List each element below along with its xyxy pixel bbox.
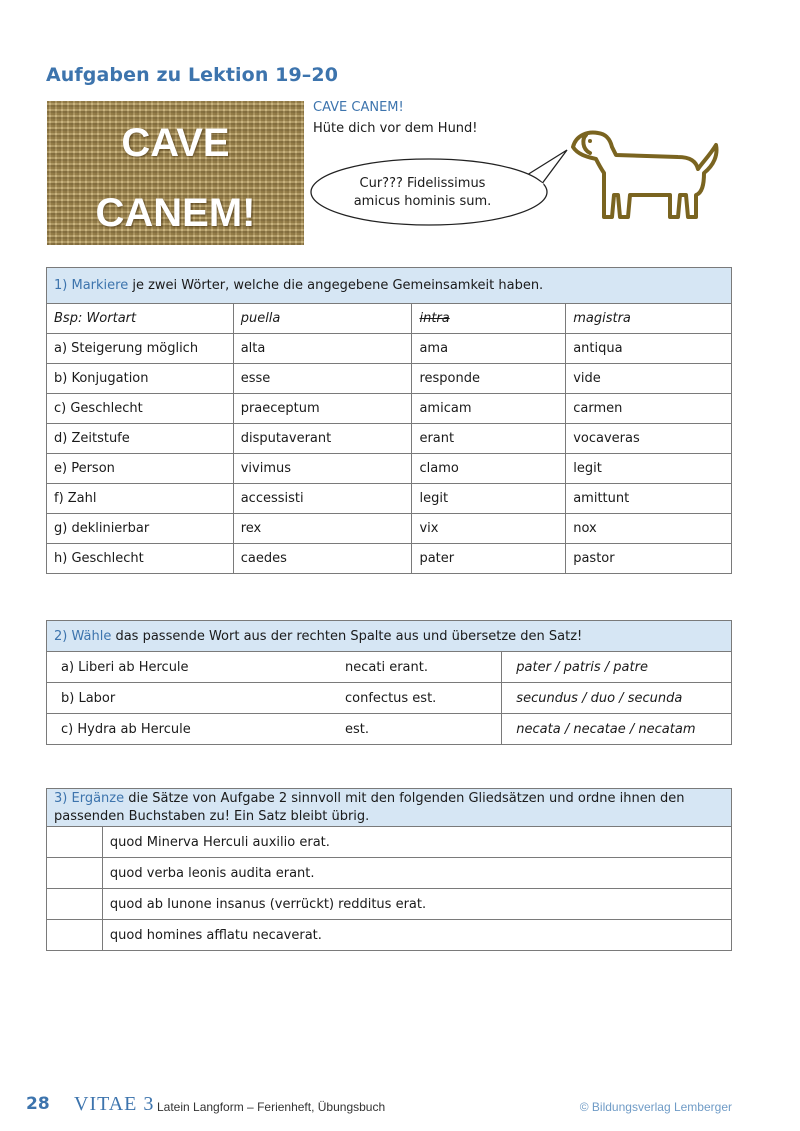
table-row xyxy=(47,544,732,574)
word-options[interactable]: secundus / duo / secunda xyxy=(502,683,732,714)
sentence-end: est. xyxy=(338,714,502,745)
task3-verb: Ergänze xyxy=(71,790,125,806)
table-row xyxy=(47,364,732,394)
task3-instruction-2: passenden Buchstaben zu! Ein Satz bleibt übrig. xyxy=(54,808,370,824)
row-label: c) Geschlecht xyxy=(47,394,234,424)
cave-canem-image xyxy=(47,101,304,245)
word-cell[interactable]: praeceptum xyxy=(233,394,412,424)
word-cell[interactable]: amicam xyxy=(412,394,566,424)
word-cell[interactable]: accessisti xyxy=(233,484,412,514)
row-label: a) Steigerung möglich xyxy=(47,334,234,364)
word-cell[interactable]: esse xyxy=(233,364,412,394)
dog-icon xyxy=(568,125,728,225)
clause-text: quod Minerva Herculi auxilio erat. xyxy=(102,827,731,858)
word-cell[interactable]: vivimus xyxy=(233,454,412,484)
word-cell[interactable]: responde xyxy=(412,364,566,394)
table-row xyxy=(47,652,732,683)
task1-number: 1) xyxy=(54,278,68,293)
task1-instruction: je zwei Wörter, welche die angegebene Gemeinsamkeit haben. xyxy=(128,278,544,293)
task2-number: 2) xyxy=(54,628,68,644)
letter-input-cell[interactable] xyxy=(47,858,103,889)
bubble-text xyxy=(320,175,525,211)
table-row xyxy=(47,304,732,334)
table-row xyxy=(47,454,732,484)
row-label: d) Zeitstufe xyxy=(47,424,234,454)
word-cell[interactable]: rex xyxy=(233,514,412,544)
word-cell[interactable]: disputaverant xyxy=(233,424,412,454)
word-cell[interactable]: clamo xyxy=(412,454,566,484)
image-text-cave: CAVE xyxy=(121,121,230,165)
row-label: b) Konjugation xyxy=(47,364,234,394)
example-label: Bsp: Wortart xyxy=(47,304,234,334)
word-cell[interactable]: vide xyxy=(566,364,732,394)
task2-table xyxy=(46,620,732,745)
word-cell[interactable]: nox xyxy=(566,514,732,544)
example-word-crossed: intra xyxy=(412,304,566,334)
task3-header xyxy=(47,789,732,827)
example-word: magistra xyxy=(566,304,732,334)
word-cell[interactable]: legit xyxy=(412,484,566,514)
sentence-start: a) Liberi ab Hercule xyxy=(47,652,339,683)
row-label: f) Zahl xyxy=(47,484,234,514)
page-title: Aufgaben zu Lektion 19–20 xyxy=(46,64,339,86)
word-cell[interactable]: pater xyxy=(412,544,566,574)
bubble-line-1: Cur??? Fidelissimus xyxy=(359,176,486,191)
page-number: 28 xyxy=(26,1094,50,1114)
word-cell[interactable]: amittunt xyxy=(566,484,732,514)
word-cell[interactable]: erant xyxy=(412,424,566,454)
task3-instruction-1: die Sätze von Aufgabe 2 sinnvoll mit den folgenden Gliedsätzen und ordne ihnen den xyxy=(124,790,685,806)
brand-logo: VITAE 3 xyxy=(74,1093,155,1115)
sentence-start: b) Labor xyxy=(47,683,339,714)
table-row xyxy=(47,484,732,514)
copyright: © Bildungsverlag Lemberger xyxy=(579,1100,732,1114)
word-cell[interactable]: ama xyxy=(412,334,566,364)
clause-text: quod ab Iunone insanus (verrückt) redditus erat. xyxy=(102,889,731,920)
table-row xyxy=(47,714,732,745)
task2-verb: Wähle xyxy=(71,628,112,644)
task1-header xyxy=(47,268,732,304)
word-cell[interactable]: vocaveras xyxy=(566,424,732,454)
word-cell[interactable]: antiqua xyxy=(566,334,732,364)
word-cell[interactable]: alta xyxy=(233,334,412,364)
table-row xyxy=(47,920,732,951)
table-row xyxy=(47,858,732,889)
table-row xyxy=(47,394,732,424)
letter-input-cell[interactable] xyxy=(47,889,103,920)
sentence-start: c) Hydra ab Hercule xyxy=(47,714,339,745)
sentence-end: confectus est. xyxy=(338,683,502,714)
task2-header xyxy=(47,621,732,652)
word-options[interactable]: necata / necatae / necatam xyxy=(502,714,732,745)
row-label: h) Geschlecht xyxy=(47,544,234,574)
word-cell[interactable]: carmen xyxy=(566,394,732,424)
task1-table xyxy=(46,267,732,574)
row-label: e) Person xyxy=(47,454,234,484)
table-row xyxy=(47,889,732,920)
task3-number: 3) xyxy=(54,790,68,806)
word-cell[interactable]: vix xyxy=(412,514,566,544)
table-row xyxy=(47,683,732,714)
letter-input-cell[interactable] xyxy=(47,920,103,951)
clause-text: quod homines afflatu necaverat. xyxy=(102,920,731,951)
task2-instruction: das passende Wort aus der rechten Spalte aus und übersetze den Satz! xyxy=(111,628,583,644)
word-options[interactable]: pater / patris / patre xyxy=(502,652,732,683)
task3-table xyxy=(46,788,732,951)
row-label: g) deklinierbar xyxy=(47,514,234,544)
table-row xyxy=(47,424,732,454)
clause-text: quod verba leonis audita erant. xyxy=(102,858,731,889)
bubble-line-2: amicus hominis sum. xyxy=(353,194,492,209)
example-word: puella xyxy=(233,304,412,334)
word-cell[interactable]: caedes xyxy=(233,544,412,574)
cave-heading: CAVE CANEM! xyxy=(313,100,404,115)
image-text-canem: CANEM! xyxy=(95,191,256,235)
table-row xyxy=(47,334,732,364)
task1-verb: Markiere xyxy=(71,278,129,293)
table-row xyxy=(47,514,732,544)
table-row xyxy=(47,827,732,858)
word-cell[interactable]: pastor xyxy=(566,544,732,574)
sentence-end: necati erant. xyxy=(338,652,502,683)
letter-input-cell[interactable] xyxy=(47,827,103,858)
cave-subtitle: Hüte dich vor dem Hund! xyxy=(313,121,478,136)
word-cell[interactable]: legit xyxy=(566,454,732,484)
book-subtitle: Latein Langform – Ferienheft, Übungsbuch xyxy=(157,1100,386,1114)
